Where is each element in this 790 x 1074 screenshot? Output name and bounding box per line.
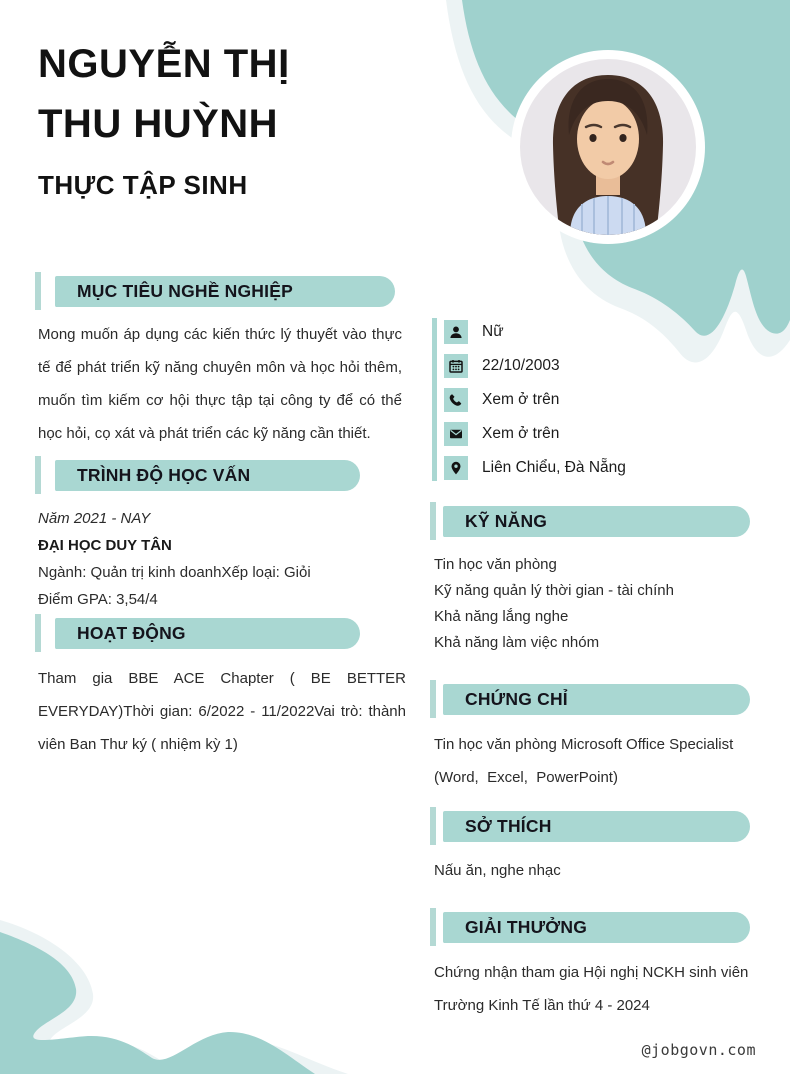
section-heading-activities: HOẠT ĐỘNG [55, 618, 360, 649]
skill-item: Tin học văn phòng [434, 556, 557, 573]
education-detail: Ngành: Quản trị kinh doanhXếp loại: Giỏi [38, 564, 311, 581]
contact-value-email: Xem ở trên [482, 425, 560, 442]
section-heading-objective: MỤC TIÊU NGHỀ NGHIỆP [55, 276, 395, 307]
contact-row-gender [444, 320, 504, 344]
contact-value-gender: Nữ [482, 323, 504, 340]
skill-item: Kỹ năng quản lý thời gian - tài chính [434, 582, 674, 599]
avatar [511, 50, 705, 244]
section-accent-tick [430, 502, 436, 540]
section-accent-tick [35, 456, 41, 494]
objective-text: Mong muốn áp dụng các kiến thức lý thuyết vào thực tế để phát triển kỹ năng chuyên môn và học hỏi thêm, muốn tìm kiếm cơ hội thực tập tại công ty để có thể học hỏi, cọ xát và phát triển các kỹ năng cần thiết. [38, 326, 402, 442]
section-heading-hobbies: SỞ THÍCH [443, 811, 750, 842]
section-accent-tick [430, 908, 436, 946]
skill-item: Khả năng lắng nghe [434, 608, 569, 625]
candidate-name-line1: NGUYỄN THỊ [38, 42, 290, 86]
contact-row-email [444, 422, 559, 446]
contact-row-address [444, 456, 626, 480]
section-accent-tick [35, 614, 41, 652]
portrait-illustration [520, 59, 696, 235]
section-heading-certificates: CHỨNG CHỈ [443, 684, 750, 715]
contact-rail [432, 318, 437, 481]
profile-photo [520, 59, 696, 235]
hobbies-text: Nấu ăn, nghe nhạc [434, 862, 561, 879]
contact-row-birthdate [444, 354, 560, 378]
section-heading-awards: GIẢI THƯỞNG [443, 912, 750, 943]
contact-row-phone [444, 388, 559, 412]
contact-value-phone: Xem ở trên [482, 391, 560, 408]
awards-text: Chứng nhận tham gia Hội nghị NCKH sinh viên Trường Kinh Tế lần thứ 4 - 2024 [434, 964, 749, 1014]
section-heading-skills: KỸ NĂNG [443, 506, 750, 537]
person-icon [444, 320, 468, 344]
contact-value-address: Liên Chiểu, Đà Nẵng [482, 459, 626, 476]
section-accent-tick [430, 807, 436, 845]
contact-value-birthdate: 22/10/2003 [482, 357, 560, 374]
activities-text: Tham gia BBE ACE Chapter ( BE BETTER EVERYDAY)Thời gian: 6/2022 - 11/2022Vai trò: thành viên Ban Thư ký ( nhiệm kỳ 1) [38, 670, 406, 753]
section-heading-education: TRÌNH ĐỘ HỌC VẤN [55, 460, 360, 491]
bottom-left-wave-decoration [0, 914, 370, 1074]
education-school: ĐẠI HỌC DUY TÂN [38, 537, 172, 554]
calendar-icon [444, 354, 468, 378]
candidate-name [38, 34, 290, 154]
email-icon [444, 422, 468, 446]
candidate-name-line2: THU HUỲNH [38, 102, 279, 146]
location-icon [444, 456, 468, 480]
section-accent-tick [35, 272, 41, 310]
job-title: THỰC TẬP SINH [38, 170, 248, 200]
skill-item: Khả năng làm việc nhóm [434, 634, 600, 651]
education-period: Năm 2021 - NAY [38, 510, 151, 527]
watermark: @jobgovn.com [641, 1041, 756, 1059]
education-gpa: Điểm GPA: 3,54/4 [38, 591, 158, 608]
phone-icon [444, 388, 468, 412]
section-accent-tick [430, 680, 436, 718]
certificates-text: Tin học văn phòng Microsoft Office Specialist (Word, Excel, PowerPoint) [434, 736, 738, 786]
